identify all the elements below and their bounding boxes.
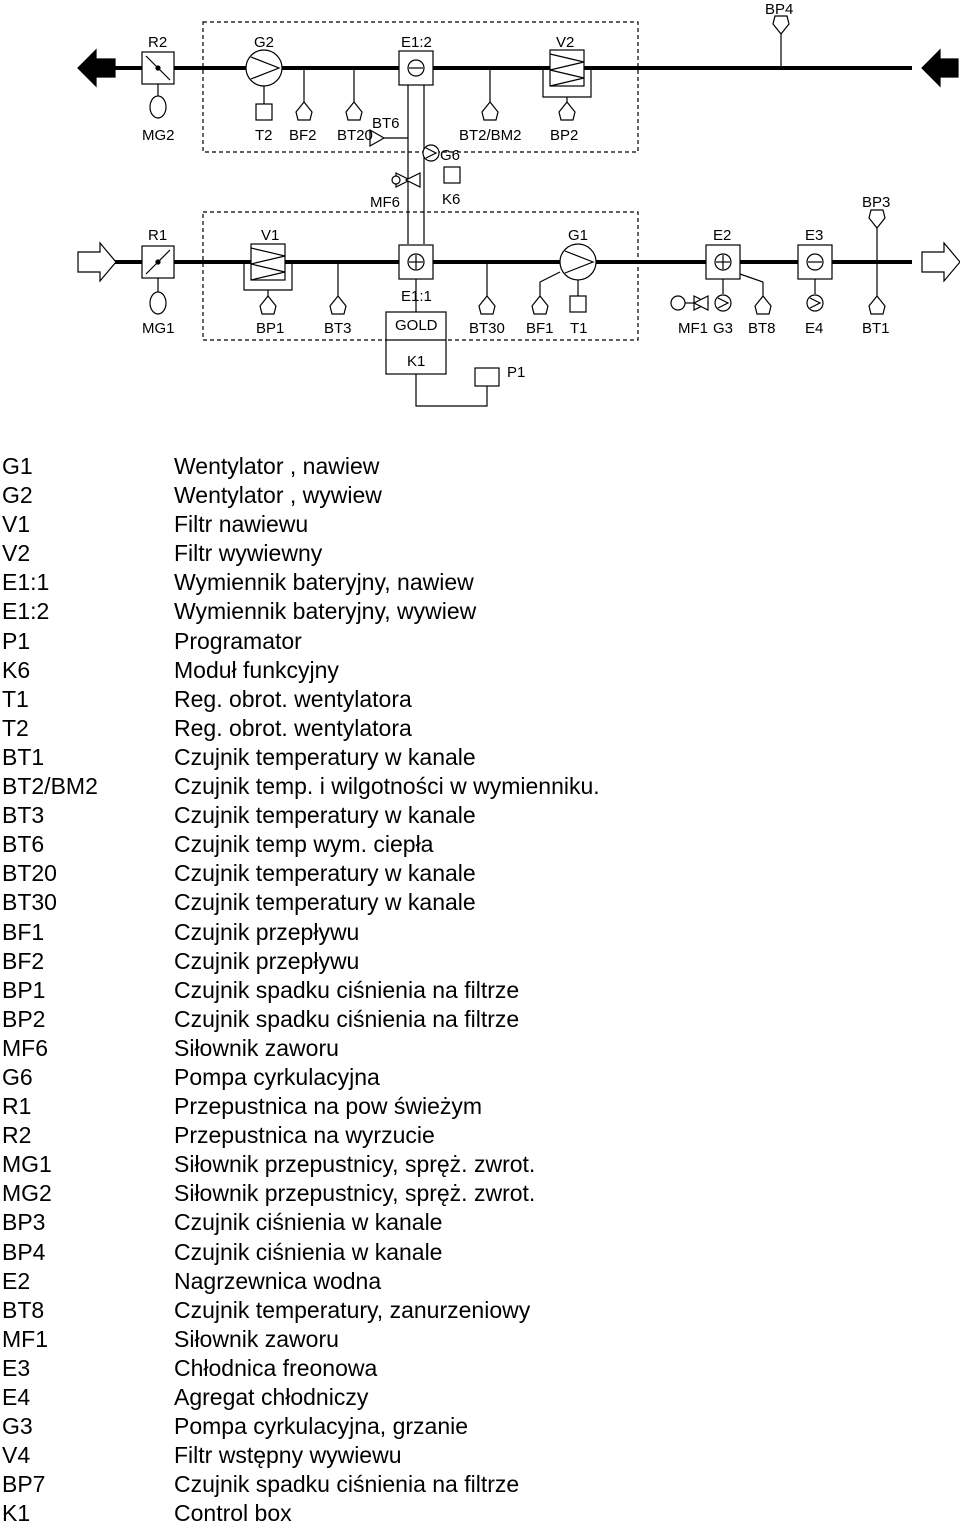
legend-row [0,1296,960,1325]
legend-code: BP7 [2,1471,46,1498]
label-t2: T2 [255,127,273,144]
legend-code: G3 [2,1413,33,1440]
legend-code: E3 [2,1354,31,1381]
legend-description: Filtr nawiewu [174,511,309,538]
legend-code: BP1 [2,976,46,1003]
label-bp1: BP1 [256,320,285,337]
legend-code: BP4 [2,1238,46,1265]
legend-code: MF6 [2,1034,48,1061]
legend-row [0,1383,960,1412]
legend-code: E2 [2,1267,31,1294]
exhaust-out-arrow [78,50,115,86]
actuator-mf6-symbol [392,176,400,184]
speed-controller-t2-symbol [256,104,272,120]
exhaust-in-arrow [922,50,958,86]
legend-code: BT2/BM2 [2,773,98,800]
legend-code: G6 [2,1063,33,1090]
legend-row [0,1092,960,1121]
legend-code: BT6 [2,831,45,858]
temp-sensor-bt20-symbol [346,102,362,120]
legend-description: Czujnik temperatury w kanale [174,802,476,829]
legend-code: G2 [2,482,33,509]
legend-row [0,568,960,597]
legend-description: Czujnik temperatury w kanale [174,860,476,887]
label-bt6: BT6 [372,115,400,132]
label-r2: R2 [148,34,168,51]
label-bt1: BT1 [862,320,890,337]
legend-row [0,1354,960,1383]
sensor-bt2-bm2-symbol [482,102,498,120]
legend-code: BP2 [2,1005,46,1032]
legend-description: Czujnik przepływu [174,947,360,974]
legend-description: Pompa cyrkulacyjna, grzanie [174,1413,469,1440]
label-g1: G1 [568,227,589,244]
label-bp4: BP4 [765,1,794,18]
legend-code: BT20 [2,860,57,887]
legend-description: Przepustnica na wyrzucie [174,1122,435,1149]
legend-code: R1 [2,1093,32,1120]
legend-code: E1:1 [2,569,50,596]
legend-description: Programator [174,627,302,654]
legend-code: K6 [2,656,31,683]
fan-g2-symbol [246,50,282,86]
label-bt20: BT20 [337,127,373,144]
supply-out-arrow [922,243,960,281]
legend-code: V4 [2,1442,31,1469]
legend-row [0,1441,960,1470]
legend-row [0,597,960,626]
legend-code: V2 [2,540,31,567]
legend-description: Siłownik przepustnicy, spręż. zwrot. [174,1180,536,1207]
legend-code: MF1 [2,1325,48,1352]
legend-row [0,510,960,539]
label-mg2: MG2 [142,127,175,144]
legend-code: K1 [2,1500,31,1527]
legend-description: Wymiennik bateryjny, wywiew [174,598,477,625]
pressure-switch-bp1-symbol [260,296,276,314]
label-bf2: BF2 [289,127,317,144]
legend-description: Reg. obrot. wentylatora [174,714,412,741]
label-k6: K6 [442,191,461,208]
ventilation-schematic [0,0,960,440]
pressure-sensor-bp3-symbol [869,210,885,228]
legend-row [0,452,960,481]
label-e2: E2 [713,227,732,244]
legend-row [0,1121,960,1150]
pressure-sensor-bp4-symbol [773,16,789,34]
label-bp2: BP2 [550,127,579,144]
actuator-mg2-symbol [150,96,166,118]
label-bp3: BP3 [862,194,891,211]
legend-row [0,976,960,1005]
legend-description: Czujnik temperatury w kanale [174,889,476,916]
flow-sensor-bf2-symbol [296,102,312,120]
legend-description: Agregat chłodniczy [174,1384,369,1410]
legend-code: MG1 [2,1151,52,1178]
legend-description: Czujnik spadku ciśnienia na filtrze [174,1005,520,1032]
legend-row [0,1179,960,1208]
legend-row [0,1150,960,1179]
legend-description: Wentylator , wywiew [174,482,382,509]
legend-description: Pompa cyrkulacyjna [174,1063,380,1090]
label-mg1: MG1 [142,320,175,337]
legend-description: Filtr wstępny wywiewu [174,1442,402,1469]
legend-code: G1 [2,453,33,479]
legend-row [0,743,960,772]
legend-code: BF1 [2,918,45,945]
legend-description: Czujnik ciśnienia w kanale [174,1209,443,1236]
legend-row [0,1412,960,1441]
temp-sensor-bt8-symbol [755,296,771,314]
temp-sensor-bt1-symbol [869,296,885,314]
label-bt8: BT8 [748,320,776,337]
function-module-k6-symbol [444,167,460,183]
label-r1: R1 [148,227,168,244]
label-bf1: BF1 [526,320,554,337]
label-gold: GOLD [395,317,438,334]
legend-description: Czujnik przepływu [174,918,360,945]
legend-row [0,801,960,830]
legend-code: MG2 [2,1180,52,1207]
legend-row [0,539,960,568]
flow-sensor-bf1-symbol [532,296,548,314]
actuator-mg1-symbol [150,292,166,314]
legend-code: E4 [2,1384,31,1410]
legend-row [0,627,960,656]
fresh-air-in-arrow [78,243,116,281]
legend-description: Moduł funkcyjny [174,656,339,683]
legend-row [0,918,960,947]
legend-row [0,656,960,685]
legend-description: Siłownik zaworu [174,1034,339,1061]
legend-description: Czujnik temperatury, zanurzeniowy [174,1296,531,1323]
legend-description: Czujnik temp. i wilgotności w wymienniku. [174,773,600,800]
legend-description: Nagrzewnica wodna [174,1267,382,1294]
label-e1-2: E1:2 [401,34,432,51]
legend-code: E1:2 [2,598,50,625]
legend-row [0,685,960,714]
legend-description: Wymiennik bateryjny, nawiew [174,569,474,596]
speed-controller-t1-symbol [570,296,586,312]
label-v2: V2 [556,34,575,51]
pressure-switch-bp2-symbol [559,102,575,120]
legend-description: Reg. obrot. wentylatora [174,685,412,712]
legend-row [0,888,960,917]
legend-row [0,1499,960,1528]
legend-row [0,714,960,743]
legend-code: BT8 [2,1296,45,1323]
legend-row [0,1208,960,1237]
legend-row [0,1267,960,1296]
legend-description: Siłownik zaworu [174,1325,339,1352]
label-g2: G2 [254,34,275,51]
legend-row [0,830,960,859]
legend-description: Czujnik temperatury w kanale [174,743,476,770]
label-k1: K1 [407,353,426,370]
legend-code: R2 [2,1122,32,1149]
label-p1: P1 [507,364,526,381]
legend-description: Control box [174,1500,292,1527]
legend-description: Czujnik temp wym. ciepła [174,831,434,858]
legend-description: Filtr wywiewny [174,540,323,567]
label-e4: E4 [805,320,824,337]
legend-row [0,772,960,801]
legend-row [0,859,960,888]
legend-code: T2 [2,714,29,741]
legend-code: BP3 [2,1209,46,1236]
legend-row [0,1005,960,1034]
legend-description: Czujnik spadku ciśnienia na filtrze [174,1471,520,1498]
label-v1: V1 [261,227,280,244]
legend-code: BT30 [2,889,57,916]
programmer-p1-symbol [475,368,499,386]
legend-code: BF2 [2,947,45,974]
label-mf1: MF1 [678,320,708,337]
legend-code: BT3 [2,802,45,829]
fan-g1-symbol [560,244,596,280]
label-bt3: BT3 [324,320,352,337]
actuator-mf1-symbol [671,296,685,310]
label-bt30: BT30 [469,320,505,337]
legend-description: Czujnik ciśnienia w kanale [174,1238,443,1265]
legend-description: Wentylator , nawiew [174,453,380,479]
legend-row [0,1238,960,1267]
legend-code: P1 [2,627,31,654]
temp-sensor-bt3-symbol [330,296,346,314]
label-mf6: MF6 [370,194,400,211]
legend-code: V1 [2,511,31,538]
legend-row [0,1034,960,1063]
label-e3: E3 [805,227,824,244]
legend-row [0,1063,960,1092]
legend-row [0,481,960,510]
label-e1-1: E1:1 [401,288,432,305]
temp-sensor-bt30-symbol [479,296,495,314]
legend-row [0,1470,960,1499]
label-g6: G6 [440,147,461,164]
legend-row [0,1325,960,1354]
label-bt2-bm2: BT2/BM2 [459,127,522,144]
legend-description: Przepustnica na pow świeżym [174,1093,483,1120]
legend-description: Siłownik przepustnicy, spręż. zwrot. [174,1151,536,1178]
legend-description: Chłodnica freonowa [174,1354,378,1381]
label-t1: T1 [570,320,588,337]
component-legend [0,452,960,1528]
legend-description: Czujnik spadku ciśnienia na filtrze [174,976,520,1003]
legend-code: T1 [2,685,29,712]
legend-code: BT1 [2,743,45,770]
legend-row [0,947,960,976]
label-g3: G3 [713,320,734,337]
